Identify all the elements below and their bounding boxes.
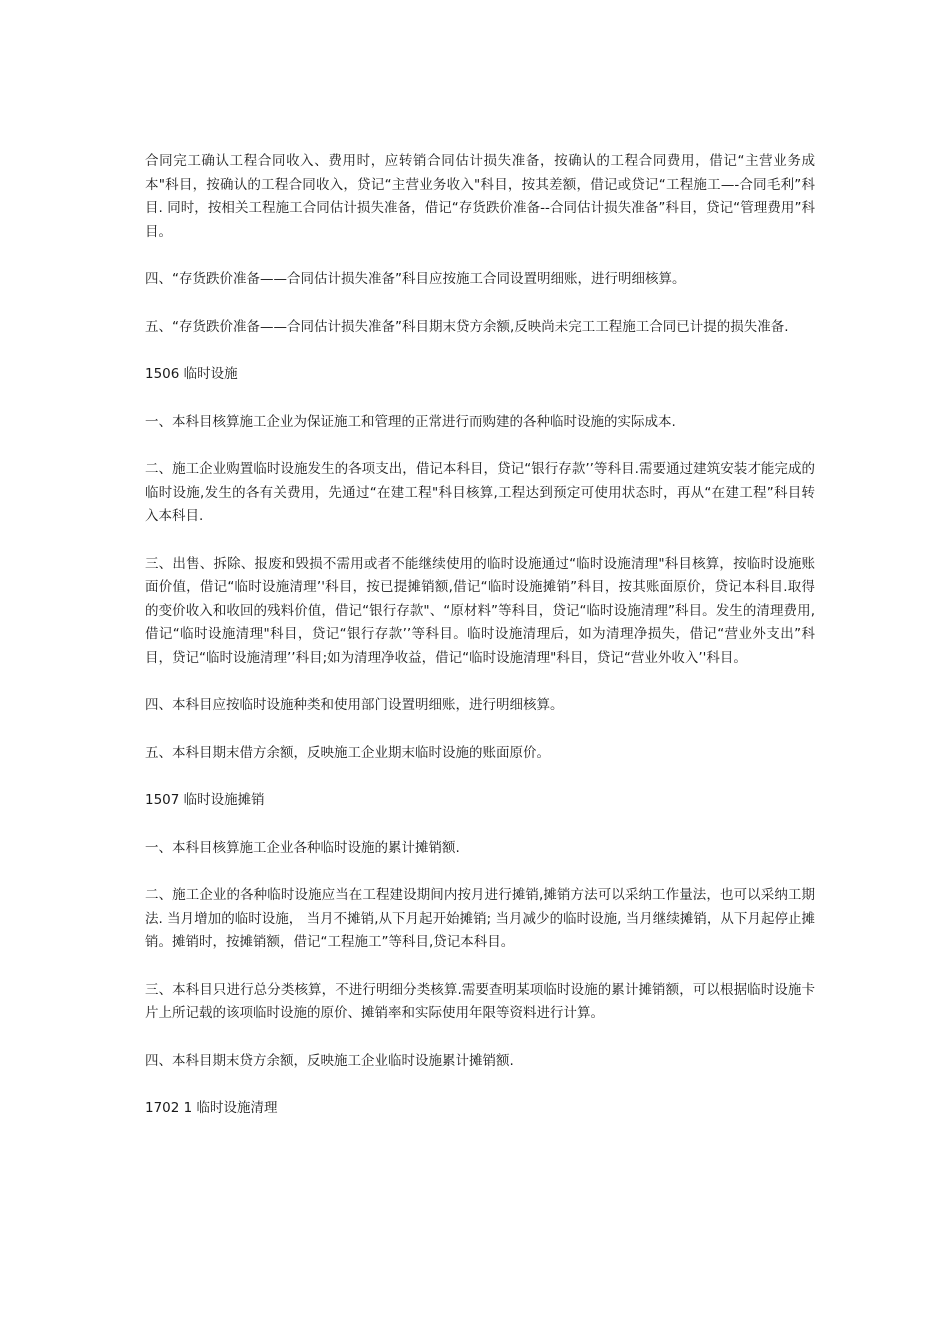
section-heading-1506: 1506 临时设施: [145, 366, 238, 382]
paragraph-1506-balance: 五、本科目期末借方余额，反映施工企业期末临时设施的账面原价。: [145, 744, 550, 761]
paragraph-1507-scope: 一、本科目核算施工企业各种临时设施的累计摊销额.: [145, 839, 460, 856]
paragraph-contract-loss-balance: 五、“存货跌价准备——合同估计损失准备”科目期末贷方余额,反映尚未完工工程施工合同已计提的损失准备.: [145, 318, 789, 335]
paragraph-contract-loss-detail-ledger: 四、“存货跌价准备——合同估计损失准备”科目应按施工合同设置明细账，进行明细核算。: [145, 271, 686, 287]
document-page: [145, 150, 815, 1145]
section-heading-1507: 1507 临时设施摊销: [145, 792, 265, 808]
paragraph-contract-loss-writeoff: 合同完工确认工程合同收入、费用时，应转销合同估计损失准备，按确认的工程合同费用，借记“主营业务成本"科目，按确认的工程合同收入，贷记“主营业务收入"科目，按其差额，借记或贷记“工程施工—-合同毛利”科目. 同时，按相关工程施工合同估计损失准备，借记“存货跌价准备--合同估计损失准备”科目，贷记“管理费用”科目。: [145, 153, 815, 240]
paragraph-1506-disposal: 三、出售、拆除、报废和毁损不需用或者不能继续使用的临时设施通过“临时设施清理"科目核算，按临时设施账面价值，借记“临时设施清理’'科目，按已提摊销额,借记“临时设施摊销”科目，按其账面原价，贷记本科目.取得的变价收入和收回的残料价值，借记“银行存款"、“原材料”等科目，贷记“临时设施清理”科目。发生的清理费用,借记“临时设施清理"科目，贷记“银行存款’’等科目。临时设施清理后，如为清理净损失，借记“营业外支出”科目，贷记“临时设施清理’’科目;如为清理净收益，借记“临时设施清理"科目，贷记“营业外收入’'科目。: [145, 555, 815, 666]
paragraph-1506-purchase: 二、施工企业购置临时设施发生的各项支出，借记本科目，贷记“银行存款’’等科目.需要通过建筑安装才能完成的临时设施,发生的各有关费用，先通过“在建工程"科目核算,工程达到预定可使用状态时，再从“在建工程”科目转入本科目.: [145, 461, 815, 524]
paragraph-1506-scope: 一、本科目核算施工企业为保证施工和管理的正常进行而购建的各种临时设施的实际成本.: [145, 413, 676, 430]
paragraph-1507-method: 二、施工企业的各种临时设施应当在工程建设期间内按月进行摊销,摊销方法可以采纳工作量法，也可以采纳工期法. 当月增加的临时设施， 当月不摊销,从下月起开始摊销; 当月减少的临时设施, 当月继续摊销，从下月起停止摊销。摊销时，按摊销额，借记“工程施工”等科目,贷记本科目。: [145, 887, 815, 950]
section-heading-1702: 1702 1 临时设施清理: [145, 1100, 278, 1116]
paragraph-1507-accounting: 三、本科目只进行总分类核算，不进行明细分类核算.需要查明某项临时设施的累计摊销额，可以根据临时设施卡片上所记载的该项临时设施的原价、摊销率和实际使用年限等资料进行计算。: [145, 981, 815, 1021]
paragraph-1507-balance: 四、本科目期末贷方余额，反映施工企业临时设施累计摊销额.: [145, 1052, 514, 1069]
paragraph-1506-detail-ledger: 四、本科目应按临时设施种类和使用部门设置明细账，进行明细核算。: [145, 697, 564, 713]
